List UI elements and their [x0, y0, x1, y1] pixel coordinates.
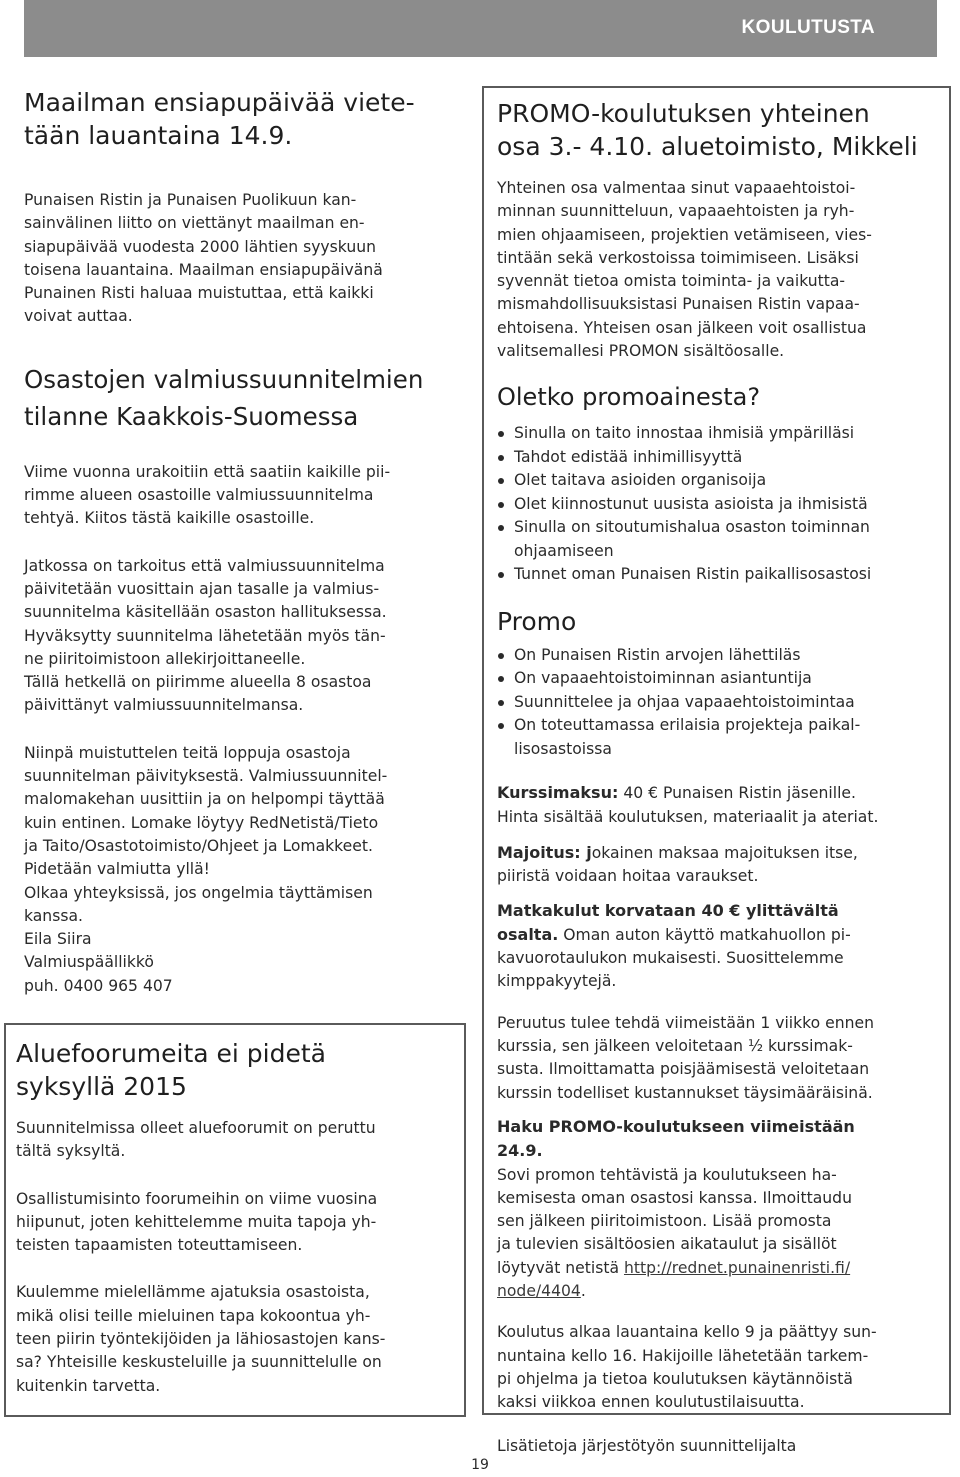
travel-costs-label: Matkakulut korvataan 40 € ylittävältä osalta.: [497, 900, 839, 944]
forum-paragraph-1: Suunnitelmissa olleet aluefoorumit on peruttu tältä syksyltä.: [16, 1119, 376, 1161]
lodging-label: Majoitus: j: [497, 842, 592, 862]
course-start-text: Koulutus alkaa lauantaina kello 9 ja päättyy sun- nuntaina kello 16. Hakijoille lähetetään tarkem- pi ohjelma ja tietoa koulutuksen käytännöistä kaksi viikkoa ennen koulutustilaisuutta.: [497, 1323, 877, 1412]
list-item: Suunnittelee ja ohjaa vapaaehtoistoimintaa: [497, 691, 945, 715]
preparedness-paragraph-3: Niinpä muistuttelen teitä loppuja osastoja suunnitelman päivityksestä. Valmiussuunnitel- malomakehan uusittiin ja on helpompi täyttää kuin entinen. Lomake löytyy RedNetistä/Tieto ja Taito/Osastotoimisto/Ohjeet ja Lomakkeet. Pidetään valmiutta yllä! Olkaa yhteyksissä, jos ongelmia täyttämisen kanssa.: [24, 743, 388, 925]
list-item: Olet kiinnostunut uusista asioista ja ihmisistä: [497, 493, 945, 517]
list-item: On toteuttamassa erilaisia projekteja paikal- lisosastoissa: [497, 714, 945, 761]
course-fee-label: Kurssimaksu:: [497, 783, 619, 803]
promo-question-title: Oletko promoainesta?: [497, 383, 761, 412]
left-column: [24, 86, 464, 998]
travel-costs-text: Oman auton käyttö matkahuollon pi- kavuorotaulukon mukaisesti. Suosittelemme kimppakyytejä.: [497, 925, 851, 991]
preparedness-paragraph-1: Viime vuonna urakoitiin että saatiin kaikille pii- rimme alueen osastoille valmiussuunnitelma tehtyä. Kiitos tästä kaikille osastoille.: [24, 462, 391, 528]
first-aid-day-text: Punaisen Ristin ja Punaisen Puolikuun kan- sainvälinen liitto on viettänyt maailman en- siapupäivää vuodesta 2000 lähtien syyskuun toisena lauantaina. Maailman ensiapupäivänä Punainen Risti haluaa muistuttaa, että kaikki voivat auttaa.: [24, 191, 383, 326]
list-item: Olet taitava asioiden organisoija: [497, 469, 945, 493]
application-text-end: .: [580, 1282, 586, 1301]
list-item: Tahdot edistää inhimillisyyttä: [497, 446, 945, 470]
preparedness-plans-title: Osastojen valmiussuunnitelmien tilanne Kaakkois-Suomessa: [24, 364, 424, 431]
travel-costs: [497, 899, 945, 994]
forum-paragraph-3: Kuulemme mielellämme ajatuksia osastoista, mikä olisi teille mieluinen tapa kokoontua yh- teen piirin työntekijöiden ja lähiosastojen kans- sa? Yhteisille keskusteluille ja suunnittelulle on kuitenkin tarvetta.: [16, 1283, 386, 1395]
application-text-body: Sovi promon tehtävistä ja koulutukseen ha- kemisesta oman osastosi kanssa. Ilmoittaudu sen jälkeen piiritoimistoon. Lisää promosta ja tulevien sisältöosien aikataulut ja sisällöt löytyvät netistä: [497, 1165, 852, 1277]
list-item: Tunnet oman Punaisen Ristin paikallisosastosi: [497, 563, 945, 587]
application-deadline: [497, 1115, 945, 1164]
more-info-text: Lisätietoja järjestötyön suunnittelijalta: [497, 1436, 797, 1455]
lodging-text: okainen maksaa majoituksen itse, piiristä voidaan hoitaa varaukset.: [497, 843, 858, 886]
cancellation-text: Peruutus tulee tehdä viimeistään 1 viikko ennen kurssia, sen jälkeen veloitetaan ½ kurssimak- susta. Ilmoittamatta poisjäämisestä veloitetaan kurssin todelliset kustannukset täysimääräisinä.: [497, 1013, 874, 1102]
list-item: On vapaaehtoistoiminnan asiantuntija: [497, 667, 945, 691]
promo-content: [497, 97, 945, 1458]
promo-role-list: [497, 644, 945, 762]
lodging: [497, 841, 945, 889]
preparedness-paragraph-2: Jatkossa on tarkoitus että valmiussuunnitelma päivitetään vuosittain ajan tasalle ja valmius- suunnitelma käsitellään osaston hallituksessa. Hyväksytty suunnitelma lähetetään myös tän- ne piiritoimistoon allekirjoittaneelle. Tällä hetkellä on piirimme alueella 8 osastoa päivittänyt valmiussuunnitelmansa.: [24, 556, 387, 715]
promo-question-list: [497, 422, 945, 587]
list-item: On Punaisen Ristin arvojen lähettiläs: [497, 644, 945, 668]
rednet-link[interactable]: http://rednet.punainenristi.fi/ node/4404: [497, 1258, 851, 1301]
first-aid-day-title: Maailman ensiapupäivää viete- tään lauantaina 14.9.: [24, 88, 415, 150]
promo-role-title: Promo: [497, 606, 577, 636]
section-label: KOULUTUSTA: [741, 17, 875, 38]
page-number: 19: [471, 1457, 489, 1473]
course-fee: [497, 781, 945, 829]
forum-title: Aluefoorumeita ei pidetä syksyllä 2015: [16, 1039, 326, 1101]
forum-paragraph-2: Osallistumisinto foorumeihin on viime vuosina hiipunut, joten kehittelemme muita tapoja yh- teisten tapaamisten toteuttamiseen.: [16, 1189, 378, 1255]
promo-title: PROMO-koulutuksen yhteinen osa 3.- 4.10. aluetoimisto, Mikkeli: [497, 99, 918, 161]
forum-notice-content: [16, 1037, 461, 1398]
application-deadline-label: Haku PROMO-koulutukseen viimeistään 24.9.: [497, 1116, 855, 1161]
course-fee-text: 40 € Punaisen Ristin jäsenille. Hinta sisältää koulutuksen, materiaalit ja ateriat.: [497, 784, 879, 826]
signature-phone: puh. 0400 965 407: [24, 976, 173, 995]
list-item: Sinulla on sitoutumishalua osaston toiminnan ohjaamiseen: [497, 516, 945, 563]
signature-role: Valmiuspäällikkö: [24, 953, 154, 972]
list-item: Sinulla on taito innostaa ihmisiä ympärilläsi: [497, 422, 945, 446]
signature-name: Eila Siira: [24, 930, 92, 949]
promo-intro: Yhteinen osa valmentaa sinut vapaaehtoistoi- minnan suunnitteluun, vapaaehtoisten ja ryh- mien ohjaamiseen, projektien vetämiseen, vies- tintään sekä verkostoissa toimimiseen. Lisäksi syvennät tietoa omista toiminta- ja vaikutta- mismahdollisuuksistasi Punaisen Ristin vapaa- ehtoisena. Yhteisen osan jälkeen voit osallistua valitsemallesi PROMON sisältöosalle.: [497, 179, 872, 361]
application-text: [497, 1164, 945, 1304]
section-header-bar: [24, 0, 937, 57]
